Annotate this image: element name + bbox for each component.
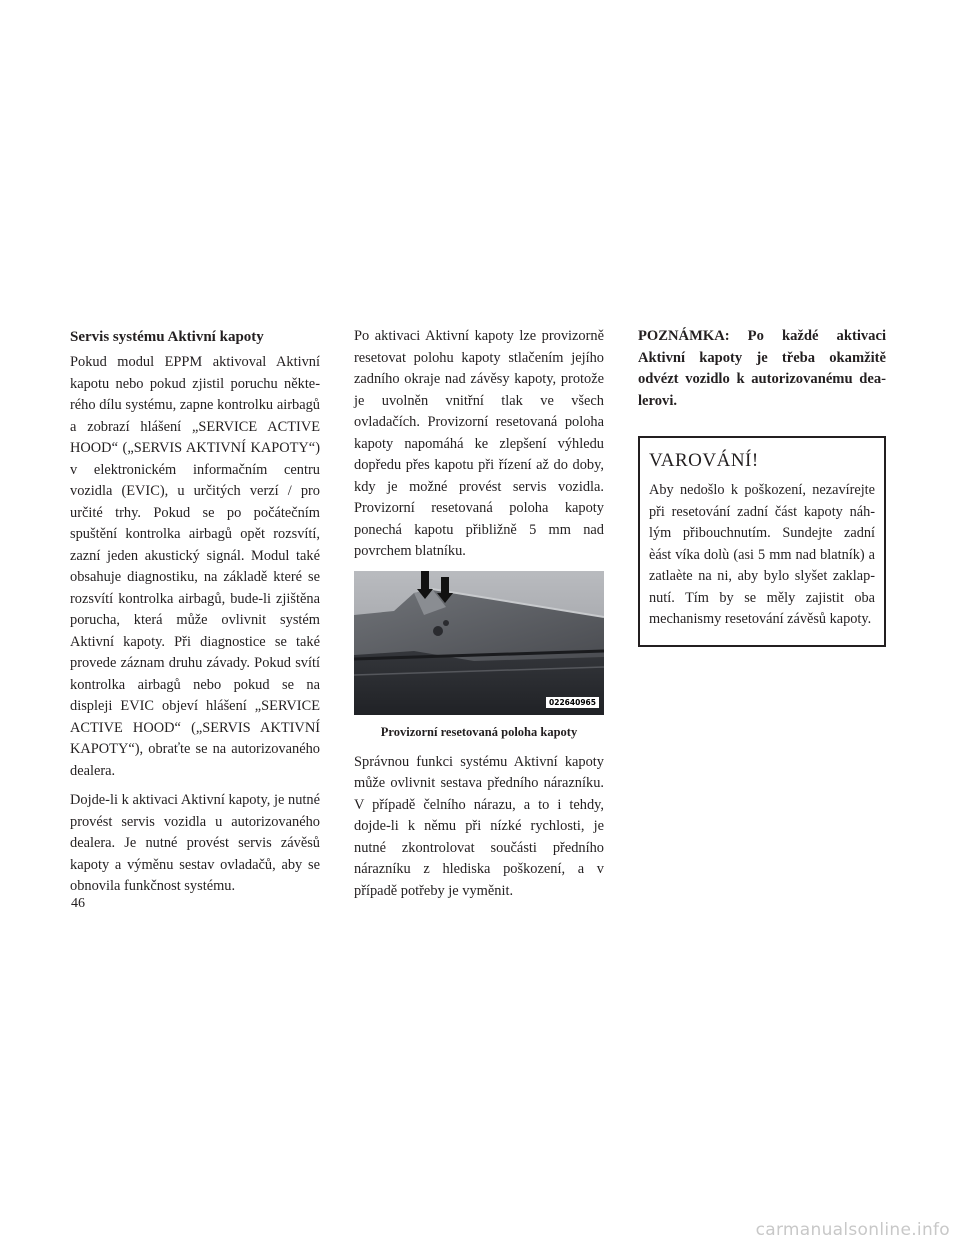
figure-caption: Provizorní resetovaná poloha kapoty: [380, 724, 578, 739]
warning-title: VAROVÁNÍ!: [649, 450, 759, 471]
warning-box: [638, 436, 886, 647]
paragraph-service-1: Pokud modul EPPM aktivoval Aktivní kapotu nebo pokud zjistil poruchu některého dílu systému, zapne kontrolku airbagů a zobrazí hlášení „SERVICE ACTIVE HOOD“ („SERVIS AKTIVNÍ KAPOTY“) v elektronickém informačním centru vozidla (EVIC), u určitých verzí / pro určité trhy. Pokud se po počátečním spuštění kontrolka airbagů opět rozsvítí, zazní jeden akustický signál. Modul také obsahuje diagnostiku, na základě které se rozsvítí kontrolka airbagů, bude-li zjištěna porucha, která může ovlivnit systém Aktivní kapoty. Při diagnostice se také provede záznam druhu závady. Pokud svítí kontrolka airbagů nebo pokud se na displeji EVIC objeví hlášení „SERVICE ACTIVE HOOD“ („SERVIS AKTIVNÍ KAPOTY“), obraťte se na autorizovaného dealera.: [70, 354, 320, 779]
hood-photo: [354, 571, 604, 715]
column-middle: [354, 326, 604, 910]
page-number: 46: [71, 896, 85, 911]
paragraph-bumper: Správnou funkci systému Aktivní kapoty může ovlivnit sestava předního nárazníku. V případě čelního nárazu, a to i tehdy, dojde-li k němu při nízké rychlosti, je nutné zkontrolovat součásti předního nárazníku z hlediska poškození, a v případě potřeby je vyměnit.: [354, 753, 604, 899]
paragraph-service-2: Dojde-li k aktivaci Aktivní kapoty, je nutné provést servis vozidla u autorizovaného dealera. Je nutné provést servis závěsů kapoty a výměnu sestav ovladačů, aby se obnovila funkčnost systému.: [70, 792, 320, 894]
note-text: POZNÁMKA: Po každé aktivaci Aktivní kapoty je třeba okamžitě odvézt vozidlo k autorizovanému dealerovi.: [638, 328, 886, 409]
figure-id: 022640965: [546, 697, 599, 708]
warning-text: Aby nedošlo k poškození, nezavírejte při resetování zadní část kapoty náhlým přibouchnutím. Sundejte zadní èást víka dolù (asi 5 mm nad blatník) a zatlaète na ni, aby bylo slyšet zaklapnutí. Tím by se měly zajistit oba mechanismy resetování závěsů kapoty.: [649, 482, 875, 627]
watermark: carmanualsonline.info: [755, 1220, 950, 1240]
column-left: [70, 326, 320, 906]
section-heading: Servis systému Aktivní kapoty: [70, 329, 264, 345]
column-right: [638, 326, 886, 647]
hood-reset-figure: [354, 571, 604, 715]
paragraph-reset-position: Po aktivaci Aktivní kapoty lze provizorně resetovat polohu kapoty stlačením jejího zadního okraje nad závěsy kapoty, protože je uvolněn vnitřní tlak ve všech ovladačích. Provizorní resetovaná poloha kapoty napomáhá ke zlepšení výhledu dopředu přes kapotu při řízení až do doby, kdy je možné provést servis vozidla. Provizorní resetovaná poloha kapoty ponechá kapotu přibližně 5 mm nad povrchem blatníku.: [354, 328, 604, 559]
